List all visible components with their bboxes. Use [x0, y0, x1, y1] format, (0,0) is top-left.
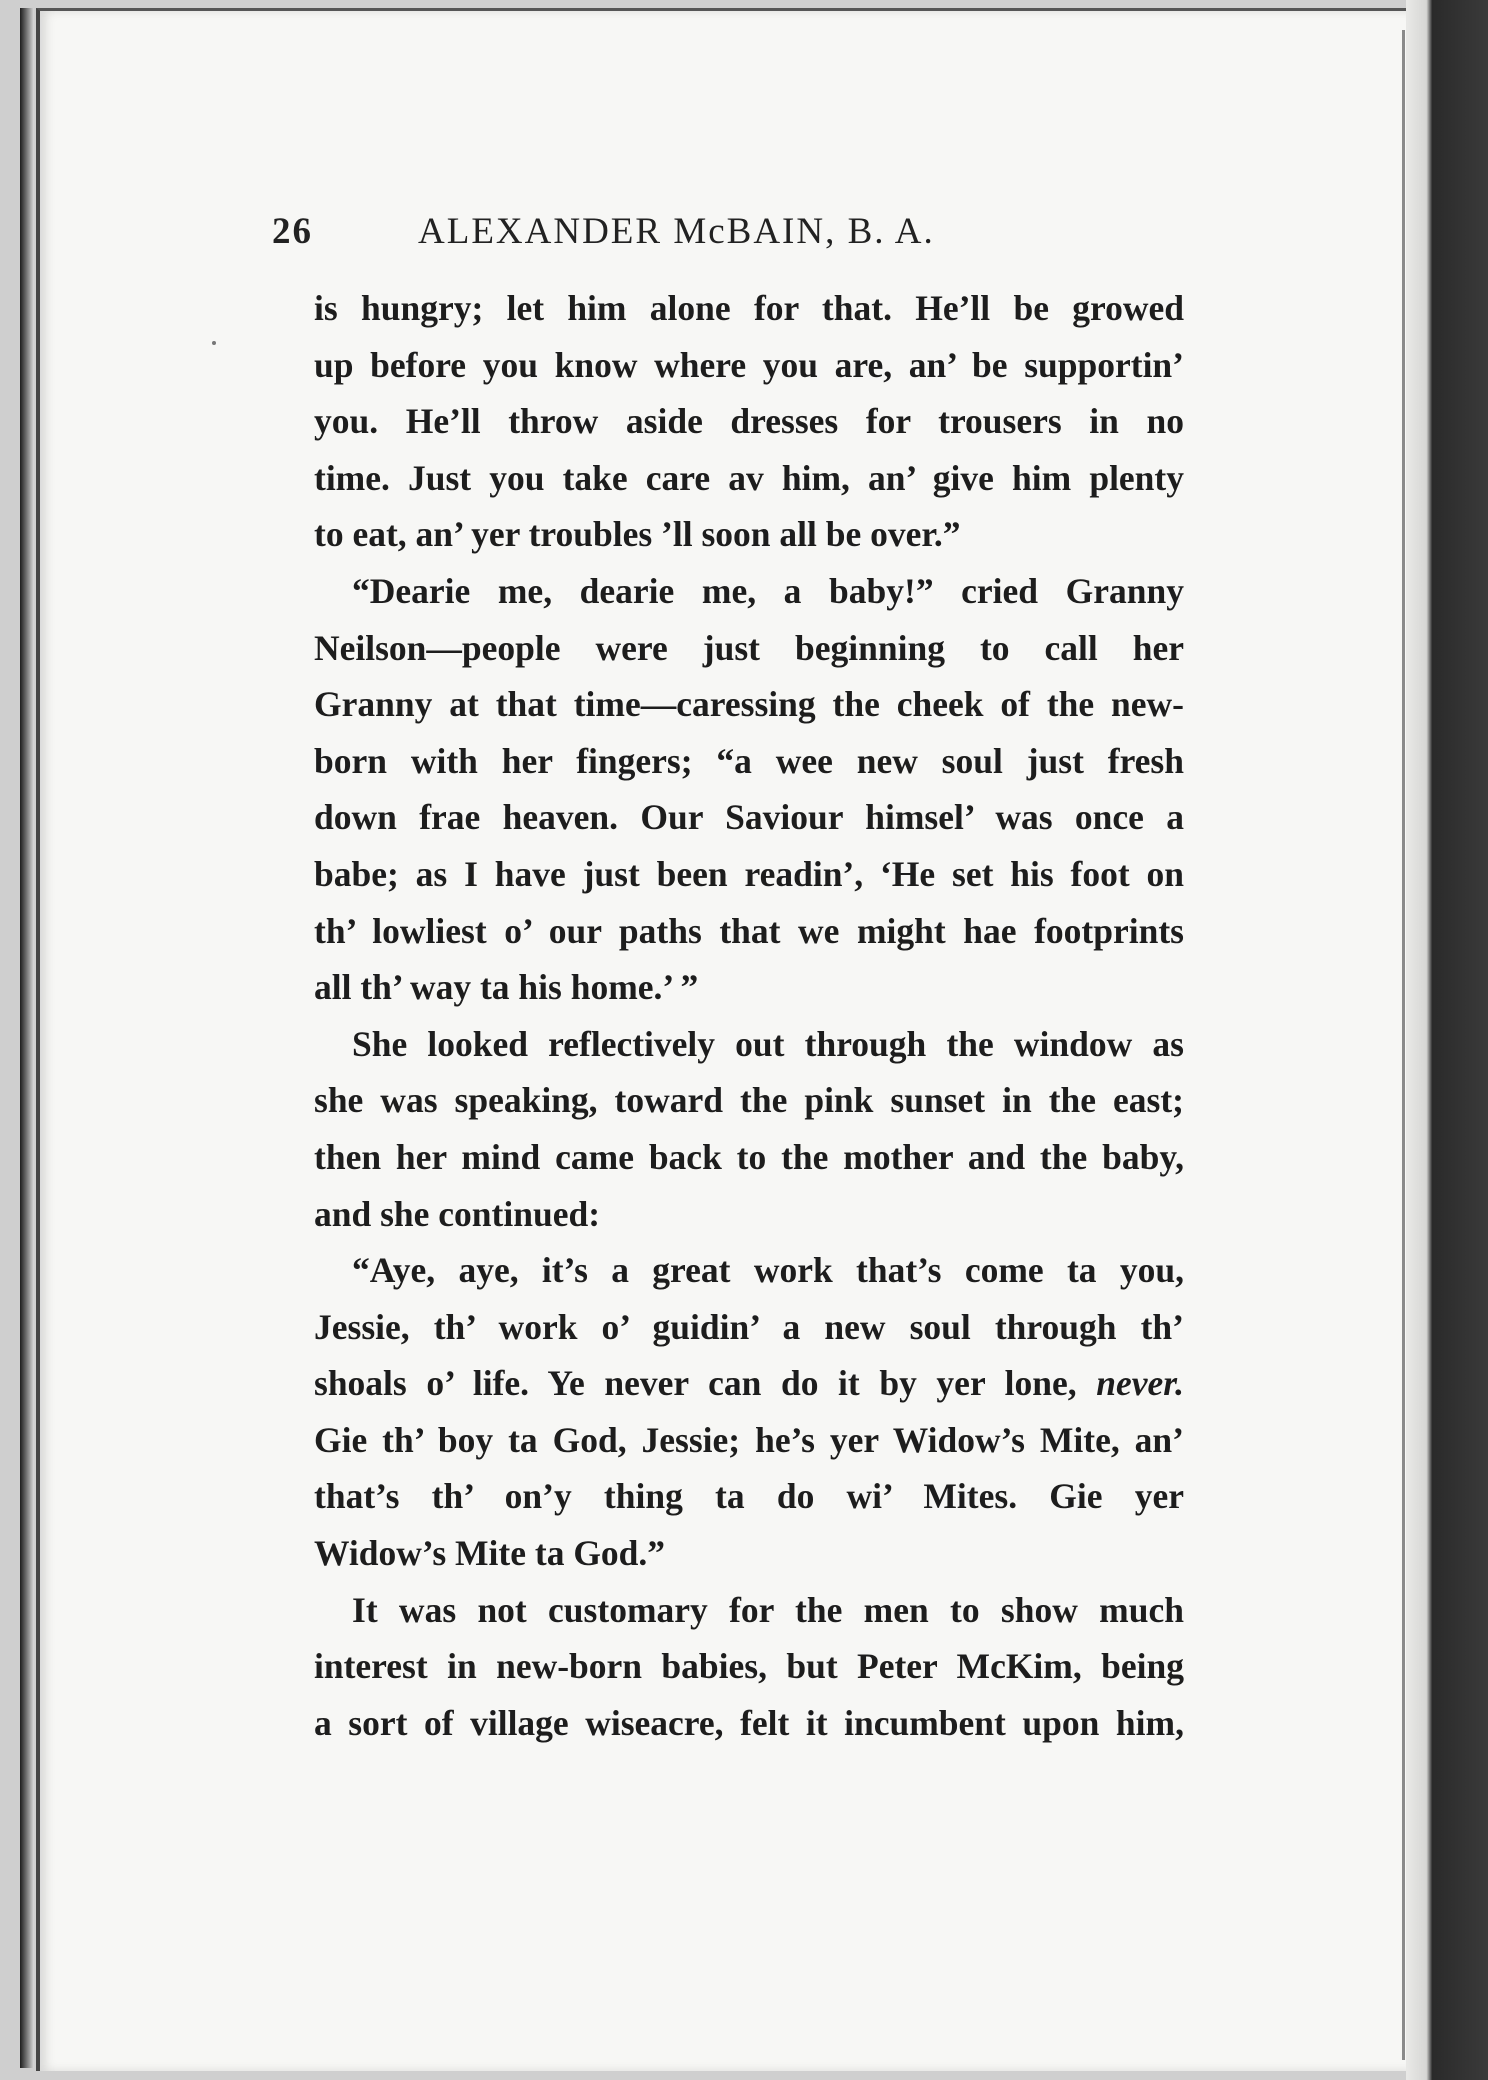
paragraph [314, 563, 1184, 1016]
text-line: It was not customary for the men to show much [352, 1589, 1184, 1630]
text-line: a sort of village wiseacre, felt it incumbent upon him, [314, 1702, 1184, 1743]
text-line: down frae heaven. Our Saviour himsel’ was once a [314, 797, 1184, 838]
text-line: interest in new-born babies, but Peter McKim, being [314, 1646, 1184, 1687]
page-right-border [1402, 30, 1405, 2060]
text-line: up before you know where you are, an’ be supportin’ [314, 344, 1184, 385]
text-line: Jessie, th’ work o’ guidin’ a new soul through th’ [314, 1306, 1184, 1347]
text-line: and she continued: [314, 1193, 601, 1234]
text-line: you. He’ll throw aside dresses for trousers in no [314, 401, 1184, 442]
running-head: ALEXANDER McBAIN, B. A. [418, 211, 935, 252]
text-line: is hungry; let him alone for that. He’ll be growed [314, 288, 1184, 328]
text-line: “Aye, aye, it’s a great work that’s come ta you, [352, 1250, 1184, 1291]
text-line: shoals o’ life. Ye never can do it by yer lone, never. [314, 1363, 1184, 1404]
text-line: all th’ way ta his home.’ ” [314, 967, 699, 1008]
paragraph [314, 1016, 1184, 1242]
emphasis: never. [1096, 1363, 1184, 1404]
text-line: Granny at that time—caressing the cheek of the new- [314, 684, 1184, 725]
text-line: th’ lowliest o’ our paths that we might hae footprints [314, 910, 1184, 951]
text-line: that’s th’ on’y thing ta do wi’ Mites. Gie yer [314, 1476, 1184, 1517]
text-line: she was speaking, toward the pink sunset in the east; [314, 1080, 1184, 1121]
paragraph [314, 280, 1184, 563]
body-text [314, 280, 1184, 1751]
text-line: Widow’s Mite ta God.” [314, 1533, 666, 1574]
paragraph [314, 1582, 1184, 1752]
text-line: then her mind came back to the mother and the baby, [314, 1136, 1184, 1177]
text-line: Gie th’ boy ta God, Jessie; he’s yer Widow’s Mite, an’ [314, 1419, 1184, 1460]
page-binding-edge [20, 8, 34, 2068]
text-line: “Dearie me, dearie me, a baby!” cried Granny [352, 570, 1184, 611]
text-line: to eat, an’ yer troubles ’ll soon all be over.” [314, 514, 961, 555]
page-header [272, 210, 1172, 260]
paper-speck [212, 341, 216, 345]
page-number: 26 [272, 211, 313, 252]
text-line: time. Just you take care av him, an’ give him plenty [314, 457, 1184, 498]
scan-right-edge [1406, 0, 1488, 2080]
text-line: babe; as I have just been readin’, ‘He set his foot on [314, 853, 1184, 894]
paragraph [314, 1242, 1184, 1582]
text-line: born with her fingers; “a wee new soul just fresh [314, 740, 1184, 781]
text-line: Neilson—people were just beginning to call her [314, 627, 1184, 668]
text-line: She looked reflectively out through the window as [352, 1023, 1184, 1064]
